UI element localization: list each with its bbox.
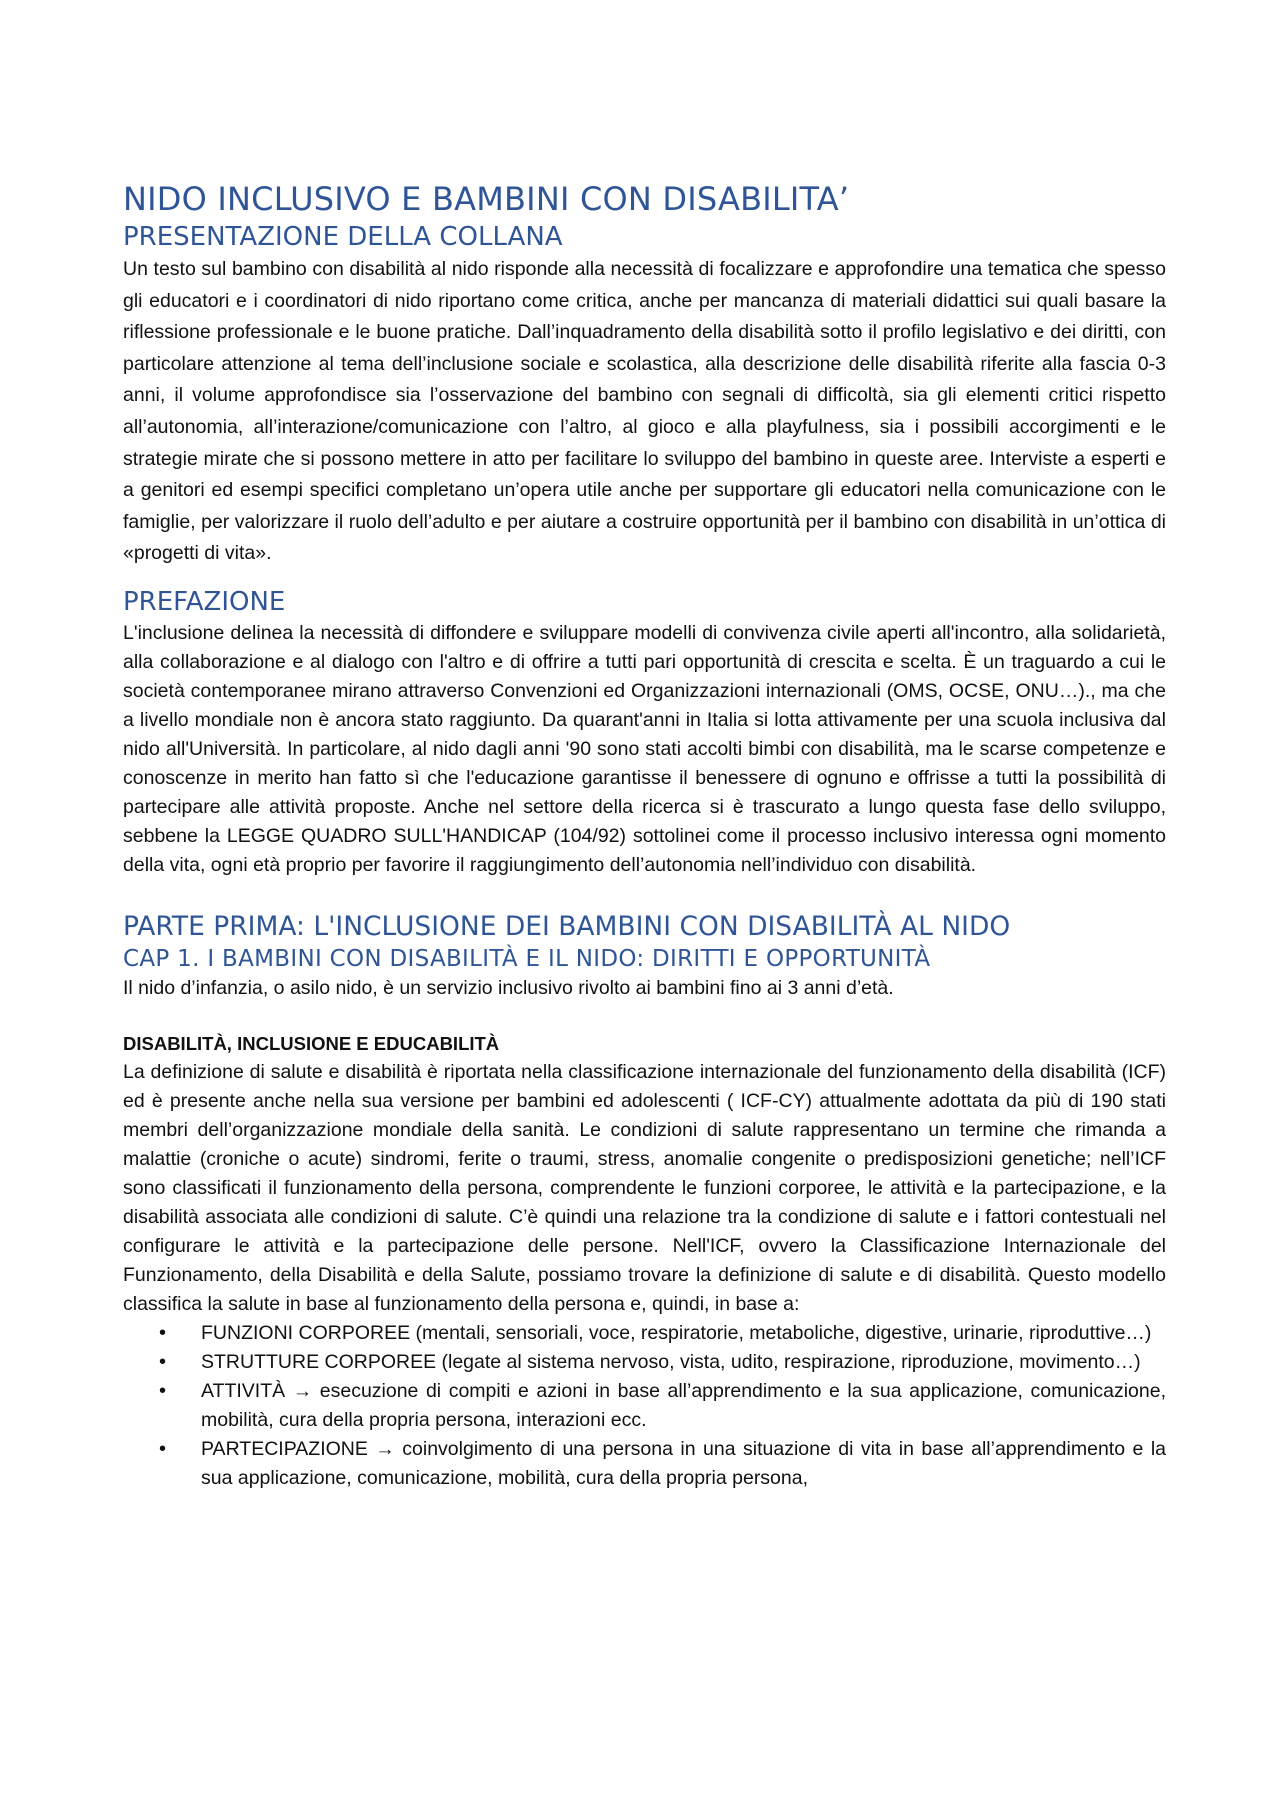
- prefazione-heading: PREFAZIONE: [123, 586, 286, 617]
- list-item: • PARTECIPAZIONE → coinvolgimento di una persona in una situazione di vita in base all’apprendimento e la sua applicazione, comunicazione, mobilità, cura della propria persona,: [201, 1435, 1166, 1493]
- collana-paragraph: Un testo sul bambino con disabilità al nido risponde alla necessità di focalizzare e approfondire una tematica che spesso gli educatori e i coordinatori di nido riportano come critica, anche per mancanza di materiali didattici sui quali basare la riflessione professionale e le buone pratiche. Dall’inquadramento della disabilità sotto il profilo legislativo e dei diritti, con particolare attenzione al tema dell’inclusione sociale e scolastica, alla descrizione delle disabilità riferite alla fascia 0-3 anni, il volume approfondisce sia l’osservazione del bambino con segnali di difficoltà, sia gli elementi critici rispetto all’autonomia, all’interazione/comunicazione con l’altro, al gioco e alla playfulness, sia i possibili accorgimenti e le strategie mirate che si possono mettere in atto per facilitare lo sviluppo del bambino in queste aree. Interviste a esperti e a genitori ed esempi specifici completano un’opera utile anche per supportare gli educatori nella comunicazione con le famiglie, per valorizzare il ruolo dell’adulto e per aiutare a costruire opportunità per il bambino con disabilità in un’ottica di «progetti di vita».: [123, 258, 1166, 565]
- cap1-paragraph: Il nido d’infanzia, o asilo nido, è un servizio inclusivo rivolto ai bambini fino ai 3 anni d’età.: [123, 976, 894, 999]
- list-item: • FUNZIONI CORPOREE (mentali, sensoriali, voce, respiratorie, metaboliche, digestive, urinarie, riproduttive…): [201, 1319, 1166, 1348]
- list-item: • STRUTTURE CORPOREE (legate al sistema nervoso, vista, udito, respirazione, riproduzione, movimento…): [201, 1348, 1166, 1377]
- cap1-heading: CAP 1. I BAMBINI CON DISABILITÀ E IL NIDO: DIRITTI E OPPORTUNITÀ: [123, 945, 931, 972]
- parte-prima-heading: PARTE PRIMA: L'INCLUSIONE DEI BAMBINI CON DISABILITÀ AL NIDO: [123, 910, 1011, 942]
- document-page: [123, 178, 1166, 1493]
- collana-heading: PRESENTAZIONE DELLA COLLANA: [123, 222, 563, 252]
- subsection-heading: DISABILITÀ, INCLUSIONE E EDUCABILITÀ: [123, 1032, 500, 1054]
- icf-list: [123, 1319, 1166, 1493]
- list-item: • ATTIVITÀ → esecuzione di compiti e azioni in base all’apprendimento e la sua applicazione, comunicazione, mobilità, cura della propria persona, interazioni ecc.: [201, 1377, 1166, 1435]
- subsection-paragraph: La definizione di salute e disabilità è riportata nella classificazione internazionale del funzionamento della disabilità (ICF) ed è presente anche nella sua versione per bambini ed adolescenti ( ICF-CY) attualmente adottata da più di 190 stati membri dell’organizzazione mondiale della sanità. Le condizioni di salute rappresentano un termine che rimanda a malattie (croniche o acute) sindromi, ferite o traumi, stress, anomalie congenite o predisposizioni genetiche; nell’ICF sono classificati il funzionamento della persona, comprendente le funzioni corporee, le attività e la partecipazione, e la disabilità associata alle condizioni di salute. C’è quindi una relazione tra la condizione di salute e i fattori contestuali nel configurare le attività e la partecipazione delle persone. Nell'ICF, ovvero la Classificazione Internazionale del Funzionamento, della Disabilità e della Salute, possiamo trovare la definizione di salute e di disabilità. Questo modello classifica la salute in base al funzionamento della persona e, quindi, in base a:: [123, 1060, 1166, 1315]
- prefazione-paragraph: L'inclusione delinea la necessità di diffondere e sviluppare modelli di convivenza civile aperti all'incontro, alla solidarietà, alla collaborazione e al dialogo con l'altro e di offrire a tutti pari opportunità di crescita e scelta. È un traguardo a cui le società contemporanee mirano attraverso Convenzioni ed Organizzazioni internazionali (OMS, OCSE, ONU…)., ma che a livello mondiale non è ancora stato raggiunto. Da quarant'anni in Italia si lotta attivamente per una scuola inclusiva dal nido all'Università. In particolare, al nido dagli anni '90 sono stati accolti bimbi con disabilità, ma le scarse competenze e conoscenze in merito han fatto sì che l'educazione garantisse il benessere di ognuno e offrisse a tutti la possibilità di partecipare alle attività proposte. Anche nel settore della ricerca si è trascurato a lungo questa fase dello sviluppo, sebbene la LEGGE QUADRO SULL'HANDICAP (104/92) sottolinei come il processo inclusivo interessa ogni momento della vita, ogni età proprio per favorire il raggiungimento dell’autonomia nell’individuo con disabilità.: [123, 621, 1166, 876]
- document-title: NIDO INCLUSIVO E BAMBINI CON DISABILITA’: [123, 180, 850, 218]
